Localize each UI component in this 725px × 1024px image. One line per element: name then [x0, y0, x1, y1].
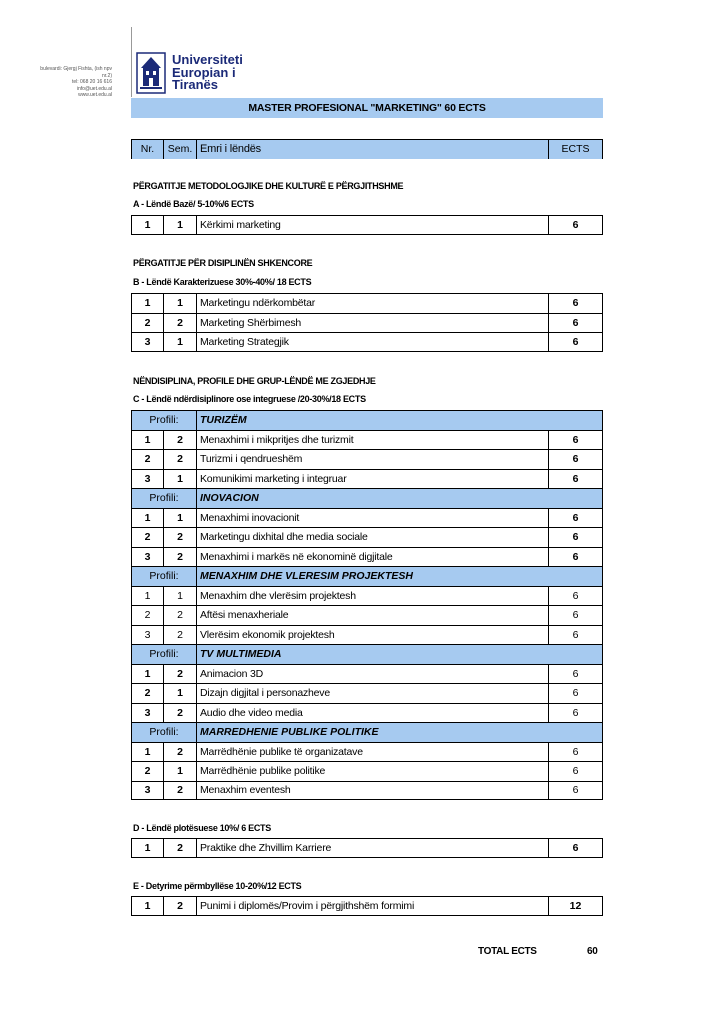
cell-ects: 6	[572, 218, 579, 231]
cell-nr: 2	[132, 450, 164, 469]
total-value: 60	[587, 946, 598, 957]
cell-nr: 3	[132, 626, 164, 645]
cell-name: Animacion 3D	[197, 665, 549, 684]
address-line: tel: 068 20 16 616	[71, 79, 112, 85]
cell-ects: 6	[572, 589, 579, 602]
table-row	[131, 449, 603, 469]
cell-nr: 1	[132, 665, 164, 684]
university-logo-icon	[136, 52, 166, 94]
address-block	[30, 66, 112, 99]
header-nr: Nr.	[132, 140, 164, 159]
cell-nr: 2	[132, 762, 164, 781]
cell-nr: 1	[132, 216, 164, 234]
cell-name: Menaxhim dhe vlerësim projektesh	[197, 587, 549, 606]
cell-sem: 1	[164, 509, 197, 528]
cell-nr: 1	[132, 431, 164, 450]
cell-sem: 2	[164, 431, 197, 450]
cell-ects: 6	[572, 765, 579, 778]
cell-nr: 2	[132, 314, 164, 333]
group-heading: E - Detyrime përmbyllëse 10-20%/12 ECTS	[133, 881, 302, 891]
cell-nr: 3	[132, 333, 164, 351]
cell-ects: 6	[572, 609, 579, 622]
cell-nr: 3	[132, 470, 164, 489]
profile-row	[131, 410, 603, 430]
cell-ects: 6	[572, 745, 579, 758]
cell-sem: 2	[164, 839, 197, 857]
cell-ects: 6	[572, 706, 579, 719]
header-ects: ECTS	[561, 143, 590, 156]
table-row	[131, 761, 603, 781]
header-name: Emri i lëndës	[197, 140, 549, 159]
cell-sem: 1	[164, 294, 197, 313]
cell-name: Praktike dhe Zhvillim Karriere	[197, 839, 549, 857]
cell-ects: 6	[572, 297, 579, 310]
profile-name: MENAXHIM DHE VLERESIM PROJEKTESH	[200, 570, 413, 583]
profile-name: MARREDHENIE PUBLIKE POLITIKE	[200, 726, 379, 739]
table-row	[131, 332, 603, 352]
cell-ects: 12	[569, 899, 582, 912]
cell-ects: 6	[572, 472, 579, 485]
profile-row	[131, 488, 603, 508]
table-row	[131, 605, 603, 625]
cell-sem: 2	[164, 450, 197, 469]
cell-ects: 6	[572, 550, 579, 563]
cell-nr: 1	[132, 294, 164, 313]
cell-name: Komunikimi marketing i integruar	[197, 470, 549, 489]
table-row	[131, 625, 603, 645]
header-sem: Sem.	[164, 140, 197, 159]
table-row	[131, 664, 603, 684]
header-divider	[131, 27, 132, 97]
cell-sem: 1	[164, 587, 197, 606]
cell-nr: 2	[132, 606, 164, 625]
cell-sem: 2	[164, 897, 197, 915]
profile-row	[131, 644, 603, 664]
cell-sem: 2	[164, 314, 197, 333]
cell-nr: 1	[132, 509, 164, 528]
profile-row	[131, 722, 603, 742]
cell-sem: 2	[164, 782, 197, 800]
cell-name: Dizajn digjital i personazheve	[197, 684, 549, 703]
table-row	[131, 547, 603, 567]
cell-name: Menaxhim eventesh	[197, 782, 549, 800]
address-line: www.uet.edu.al	[78, 92, 112, 98]
table-row	[131, 896, 603, 916]
program-title: MASTER PROFESIONAL "MARKETING" 60 ECTS	[131, 98, 603, 118]
cell-sem: 1	[164, 470, 197, 489]
cell-name: Menaxhimi inovacionit	[197, 509, 549, 528]
cell-sem: 2	[164, 606, 197, 625]
section-heading: PËRGATITJE PËR DISIPLINËN SHKENCORE	[133, 258, 313, 268]
profile-name: INOVACION	[200, 492, 259, 505]
cell-nr: 2	[132, 684, 164, 703]
cell-sem: 2	[164, 528, 197, 547]
profile-label: Profili:	[132, 723, 197, 742]
table-row	[131, 703, 603, 723]
cell-name: Marketing Shërbimesh	[197, 314, 549, 333]
cell-name: Punimi i diplomës/Provim i përgjithshëm formimi	[197, 897, 549, 915]
table-row	[131, 430, 603, 450]
table-row	[131, 508, 603, 528]
address-line: info@uet.edu.al	[76, 85, 112, 92]
logo-line: Tiranës	[172, 77, 219, 92]
profile-label: Profili:	[132, 567, 197, 586]
table-row	[131, 469, 603, 489]
cell-name: Marketingu ndërkombëtar	[197, 294, 549, 313]
cell-nr: 1	[132, 743, 164, 762]
cell-sem: 2	[164, 626, 197, 645]
cell-ects: 6	[572, 628, 579, 641]
profile-row	[131, 566, 603, 586]
table-row	[131, 293, 603, 313]
cell-nr: 1	[132, 897, 164, 915]
cell-name: Kërkimi marketing	[197, 216, 549, 234]
profile-label: Profili:	[132, 645, 197, 664]
cell-name: Marketing Strategjik	[197, 333, 549, 351]
table-row	[131, 742, 603, 762]
profile-label: Profili:	[132, 411, 197, 430]
section-heading: PËRGATITJE METODOLOGJIKE DHE KULTURË E PËRGJITHSHME	[133, 181, 404, 191]
cell-name: Marrëdhënie publike të organizatave	[197, 743, 549, 762]
cell-sem: 1	[164, 216, 197, 234]
cell-name: Menaxhimi i mikpritjes dhe turizmit	[197, 431, 549, 450]
table-header-row	[131, 139, 603, 159]
table-row	[131, 215, 603, 235]
cell-ects: 6	[572, 316, 579, 329]
cell-nr: 1	[132, 587, 164, 606]
cell-ects: 6	[572, 433, 579, 446]
cell-name: Audio dhe video media	[197, 704, 549, 723]
cell-ects: 6	[572, 453, 579, 466]
table-row	[131, 781, 603, 801]
cell-ects: 6	[572, 531, 579, 544]
profile-name: TV MULTIMEDIA	[200, 648, 282, 661]
cell-sem: 2	[164, 743, 197, 762]
cell-ects: 6	[572, 784, 579, 797]
cell-sem: 2	[164, 704, 197, 723]
cell-ects: 6	[572, 511, 579, 524]
cell-nr: 3	[132, 704, 164, 723]
group-heading: B - Lëndë Karakterizuese 30%-40%/ 18 ECTS	[133, 277, 312, 287]
cell-name: Marrëdhënie publike politike	[197, 762, 549, 781]
cell-ects: 6	[572, 335, 579, 348]
university-logo-text	[172, 54, 243, 92]
cell-ects: 6	[572, 841, 579, 854]
cell-sem: 1	[164, 333, 197, 351]
cell-sem: 2	[164, 665, 197, 684]
group-heading: A - Lëndë Bazë/ 5-10%/6 ECTS	[133, 199, 254, 209]
table-row	[131, 527, 603, 547]
group-heading: C - Lëndë ndërdisiplinore ose integruese /20-30%/18 ECTS	[133, 394, 366, 404]
section-heading: NËNDISIPLINA, PROFILE DHE GRUP-LËNDË ME ZGJEDHJE	[133, 376, 376, 386]
profile-label: Profili:	[132, 489, 197, 508]
cell-name: Menaxhimi i markës në ekonominë digjitale	[197, 548, 549, 567]
table-row	[131, 313, 603, 333]
cell-nr: 1	[132, 839, 164, 857]
cell-sem: 1	[164, 684, 197, 703]
cell-name: Vlerësim ekonomik projektesh	[197, 626, 549, 645]
cell-sem: 2	[164, 548, 197, 567]
cell-nr: 3	[132, 548, 164, 567]
table-row	[131, 838, 603, 858]
cell-name: Marketingu dixhital dhe media sociale	[197, 528, 549, 547]
group-heading: D - Lëndë plotësuese 10%/ 6 ECTS	[133, 823, 271, 833]
profile-name: TURIZËM	[200, 414, 247, 427]
cell-name: Aftësi menaxheriale	[197, 606, 549, 625]
total-label: TOTAL ECTS	[478, 946, 537, 957]
cell-nr: 3	[132, 782, 164, 800]
cell-nr: 2	[132, 528, 164, 547]
cell-sem: 1	[164, 762, 197, 781]
table-row	[131, 586, 603, 606]
table-row	[131, 683, 603, 703]
cell-name: Turizmi i qendrueshëm	[197, 450, 549, 469]
logo-line: Europian i	[172, 64, 236, 80]
logo-line: Universiteti	[172, 52, 243, 67]
cell-ects: 6	[572, 687, 579, 700]
address-line: bulevardi: Gjergj Fishta, (ish npv nr.2)	[40, 66, 112, 79]
cell-ects: 6	[572, 667, 579, 680]
